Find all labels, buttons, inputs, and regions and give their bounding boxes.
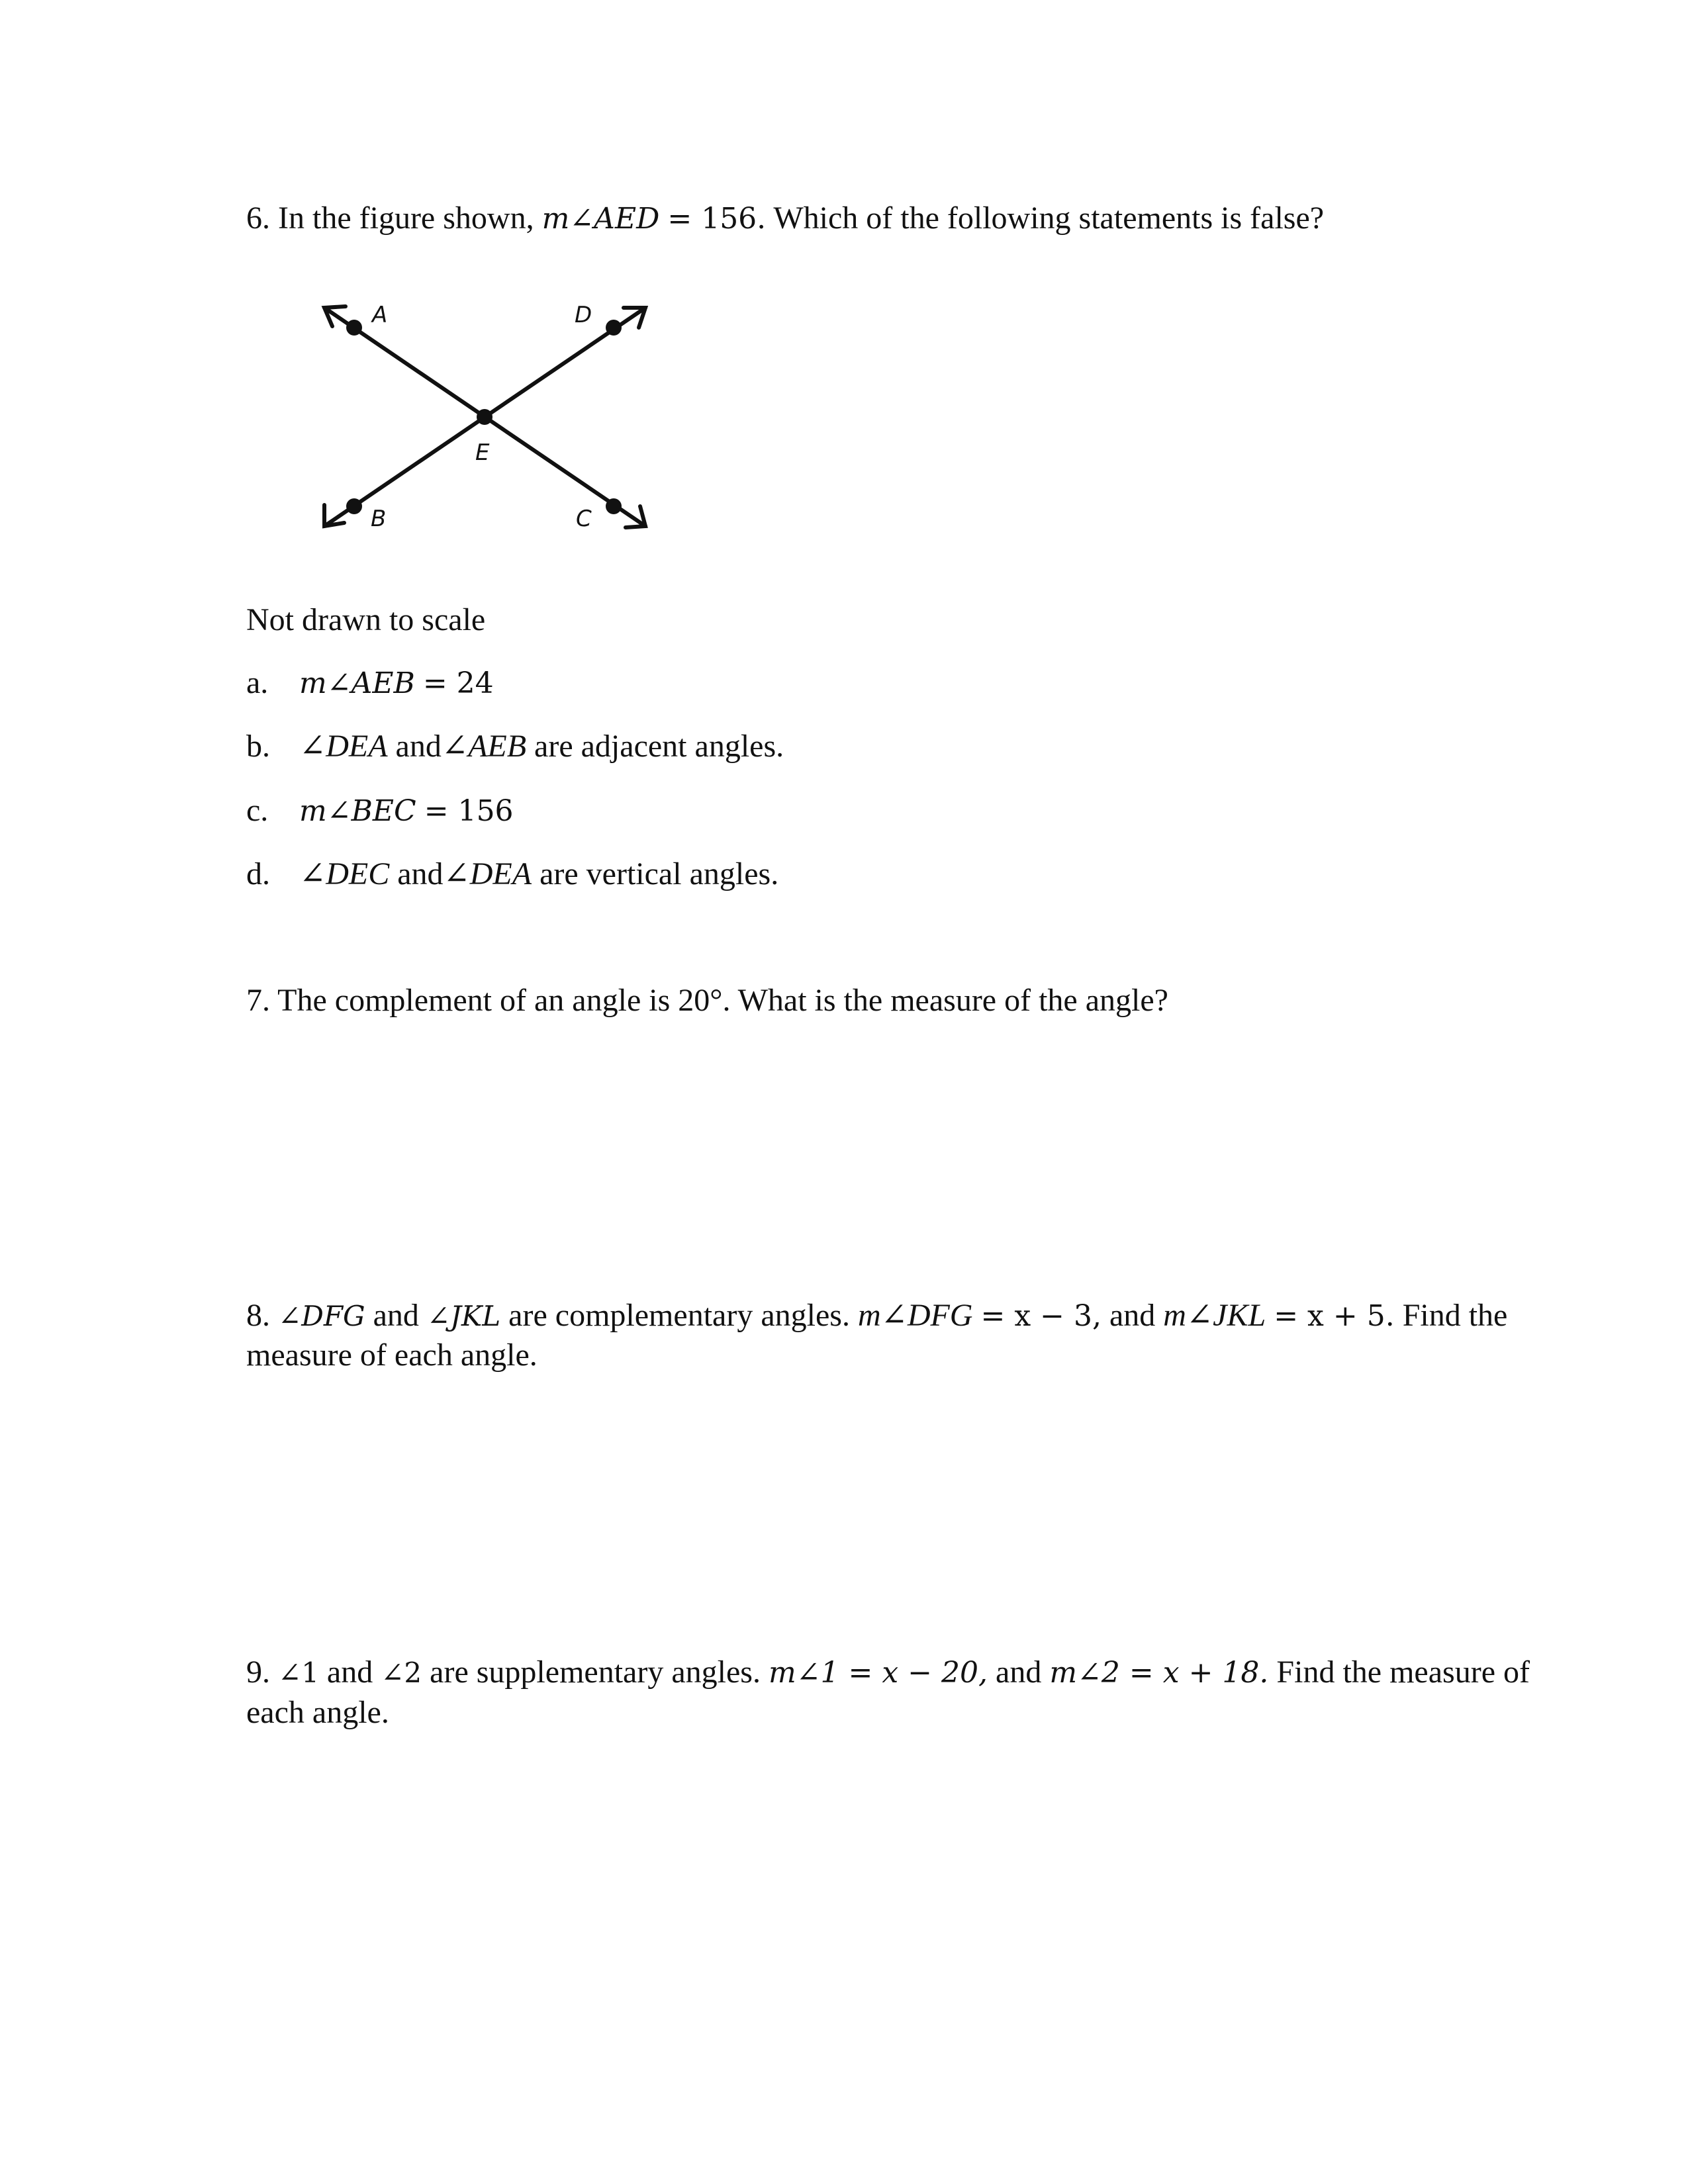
question-9-prompt-line2: each angle. [246,1695,389,1730]
option-d-mid: and [397,856,444,891]
option-label: b. [246,729,270,764]
q9-expr1: m∠1 = x − 20, [768,1656,988,1690]
q9-angle1: ∠1 [278,1657,319,1689]
q8-m1: m∠DFG [857,1298,973,1333]
q9-number: 9. [246,1655,270,1690]
q9-tail: Find the measure of [1276,1655,1530,1690]
q6-number: 6. [246,201,270,236]
q6-option-c [246,791,514,831]
option-d-angle1: ∠DEC [299,856,390,891]
label-c: C [576,506,592,532]
option-label: a. [246,665,269,700]
question-8-prompt-line2: measure of each angle. [246,1338,538,1373]
q8-eq1: = x − 3, [980,1299,1102,1333]
point-d [606,320,622,336]
label-e: E [475,439,490,466]
label-d: D [575,302,592,328]
q8-number: 8. [246,1298,270,1333]
intersecting-lines-figure [311,295,669,539]
option-b-rest: are adjacent angles. [534,729,784,764]
q6-note: Not drawn to scale [246,602,486,637]
q6-intro: In the figure shown, [278,201,534,236]
option-c-expr: m∠BEC [299,794,416,828]
option-d-rest: are vertical angles. [539,856,779,891]
point-a [346,320,362,336]
q8-angle2: ∠JKL [426,1300,501,1332]
option-d-angle2: ∠DEA [443,856,532,891]
label-b: B [371,506,387,532]
point-b [346,498,362,514]
question-9-prompt-line1 [246,1653,1530,1693]
option-a-expr: m∠AEB [299,666,415,700]
option-b-angle2: ∠AEB [441,729,527,764]
q8-and2: and [1109,1298,1156,1333]
label-a: A [372,302,388,328]
q6-option-b [246,727,784,766]
q8-eq2: = x + 5. [1274,1299,1395,1333]
option-c-rest: = 156 [424,794,514,828]
point-e [477,409,492,425]
q6-question: Which of the following statements is false? [773,201,1325,236]
question-6-prompt [246,199,1324,239]
q9-and2: and [996,1655,1042,1690]
q9-and: and [326,1655,373,1690]
q9-expr2: m∠2 = x + 18. [1049,1656,1269,1690]
option-label: c. [246,793,269,828]
q8-tail: Find the [1402,1298,1508,1333]
option-b-angle1: ∠DEA [299,729,388,764]
q8-and: and [373,1298,419,1333]
q9-angle2: ∠2 [381,1657,422,1689]
q6-given-expr: m∠AED [541,202,660,236]
q6-option-a [246,663,494,704]
q8-angle1: ∠DFG [278,1300,365,1332]
option-b-mid: and [395,729,442,764]
option-label: d. [246,856,270,891]
q9-text1: are supplementary angles. [430,1655,761,1690]
question-7-prompt: 7. The complement of an angle is 20°. What is the measure of the angle? [246,983,1168,1018]
option-a-rest: = 24 [422,666,494,700]
question-8-prompt-line1 [246,1296,1507,1336]
q6-option-d [246,854,778,894]
q8-text1: are complementary angles. [508,1298,850,1333]
q6-given-eq: = 156. [667,202,767,236]
point-c [606,498,622,514]
q8-m2: m∠JKL [1163,1298,1266,1333]
